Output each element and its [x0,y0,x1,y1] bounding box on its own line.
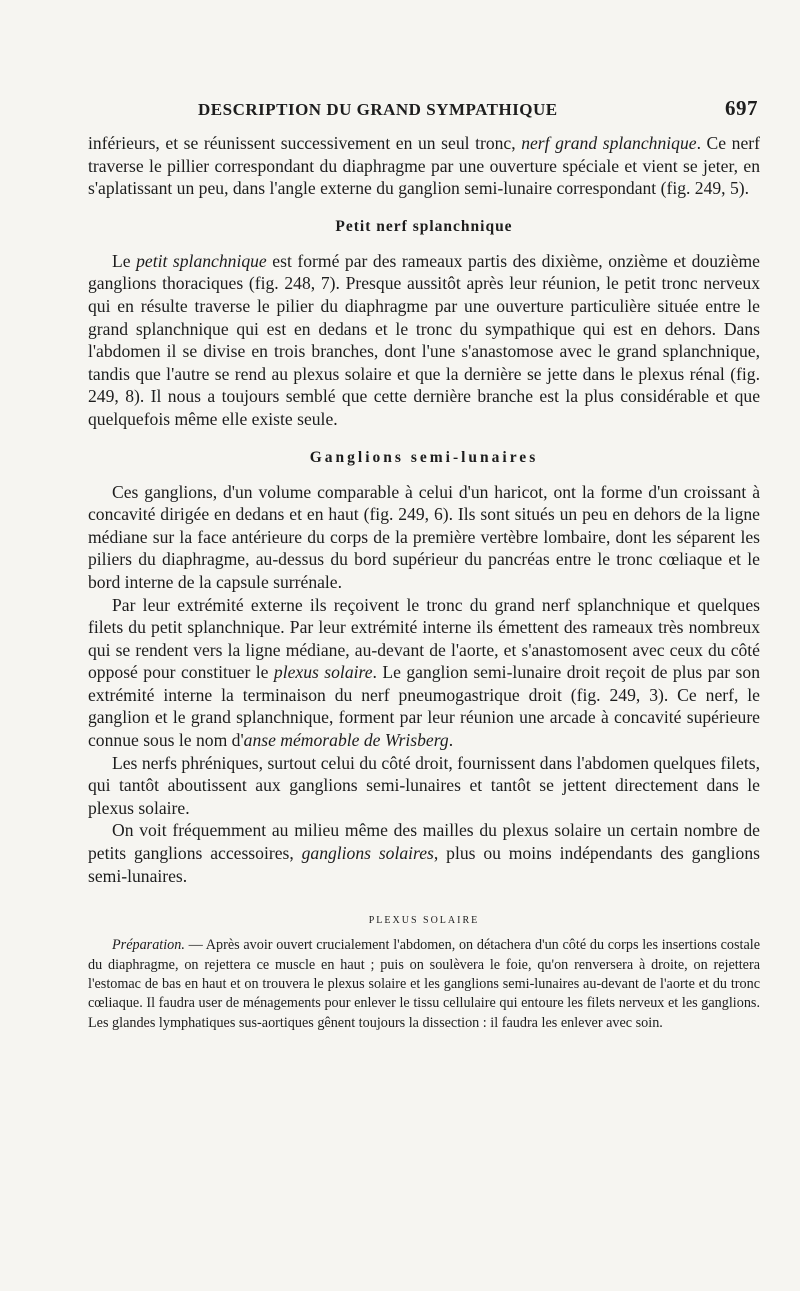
paragraph-6: On voit fréquemment au milieu même des mailles du plexus solaire un certain nombre de petits ganglions accessoires, ganglions solaires, plus ou moins indépendants des ganglions semi-lunaires. [88,820,760,886]
paragraph-3: Ces ganglions, d'un volume comparable à celui d'un haricot, ont la forme d'un croissant à concavité dirigée en dedans et en haut (fig. 249, 6). Ils sont situés un peu en dehors de la ligne médiane sur la face antérieure du corps de la première vertèbre lombaire, dont les séparent les piliers du diaphragme, au-dessus du bord supérieur du pancréas entre le tronc cœliaque et le bord interne de la capsule surrénale. [88,481,760,592]
section-heading-ganglions: Ganglions semi-lunaires [309,448,539,466]
page-body [88,132,760,1033]
paragraph-2: Le petit splanchnique est formé par des rameaux partis des dixième, onzième et douzième ganglions thoraciques (fig. 248, 7). Presque aussitôt après leur réunion, le petit tronc nerveux qui en résulte traverse le pilier du diaphragme par une ouverture particulière située entre le grand splanchnique qui est en dedans et le tronc du sympathique qui est en dehors. Dans l'abdomen il se divise en trois branches, dont l'une s'anastomose avec le grand splanchnique, tandis que l'autre se rend au plexus solaire et que la dernière se jette dans le plexus rénal (fig. 249, 8). Il nous a toujours semblé que cette dernière branche est la plus considérable et que quelquefois même elle existe seule. [88,250,760,429]
preparation-note [88,936,760,1033]
running-title: DESCRIPTION DU GRAND SYMPATHIQUE [198,100,558,119]
section-heading-petit-nerf: Petit nerf splanchnique [335,217,513,235]
paragraph-4: Par leur extrémité externe ils reçoivent le tronc du grand nerf splanchnique et quelques filets du petit splanchnique. Par leur extrémité interne ils émettent des rameaux très nombreux qui se rendent vers la ligne médiane, au-devant de l'aorte, et s'anastomosent avec ceux du côté opposé pour constituer le plexus solaire. Le ganglion semi-lunaire droit reçoit de plus par son extrémité interne la terminaison du nerf pneumogastrique droit (fig. 249, 3). Ce nerf, le ganglion et le grand splanchnique, forment par leur réunion une arcade à concavité supérieure connue sous le nom d'anse mémorable de Wrisberg. [88,594,760,751]
paragraph-1: inférieurs, et se réunissent successivement en un seul tronc, nerf grand splanchnique. Ce nerf traverse le pillier correspondant du diaphragme par une ouverture spéciale et vient se jeter, en s'aplatissant un peu, dans l'angle externe du ganglion semi-lunaire correspondant (fig. 249, 5). [88,133,760,199]
section-heading-plexus: PLEXUS SOLAIRE [368,915,480,927]
paragraph-7: Préparation. — Après avoir ouvert crucialement l'abdomen, on détachera d'un côté du corps les insertions costale du diaphragme, on rejettera ce muscle en haut ; puis on soulèvera le foie, qu'on renversera à droite, on rejettera l'estomac de bas en haut et on trouvera le plexus solaire et les ganglions semi-lunaires au-devant de l'aorte et du tronc cœliaque. Il faudra user de ménagements pour enlever le tissu cellulaire qui entoure les filets nerveux et les ganglions. Les glandes lymphatiques sus-aortiques gênent toujours la dissection : il faudra les enlever avec soin. [88,937,760,1031]
paragraph-5: Les nerfs phréniques, surtout celui du côté droit, fournissent dans l'abdomen quelques filets, qui tantôt aboutissent aux ganglions semi-lunaires et tantôt se jettent directement dans le plexus solaire. [88,752,760,818]
page-number: 697 [725,96,758,120]
